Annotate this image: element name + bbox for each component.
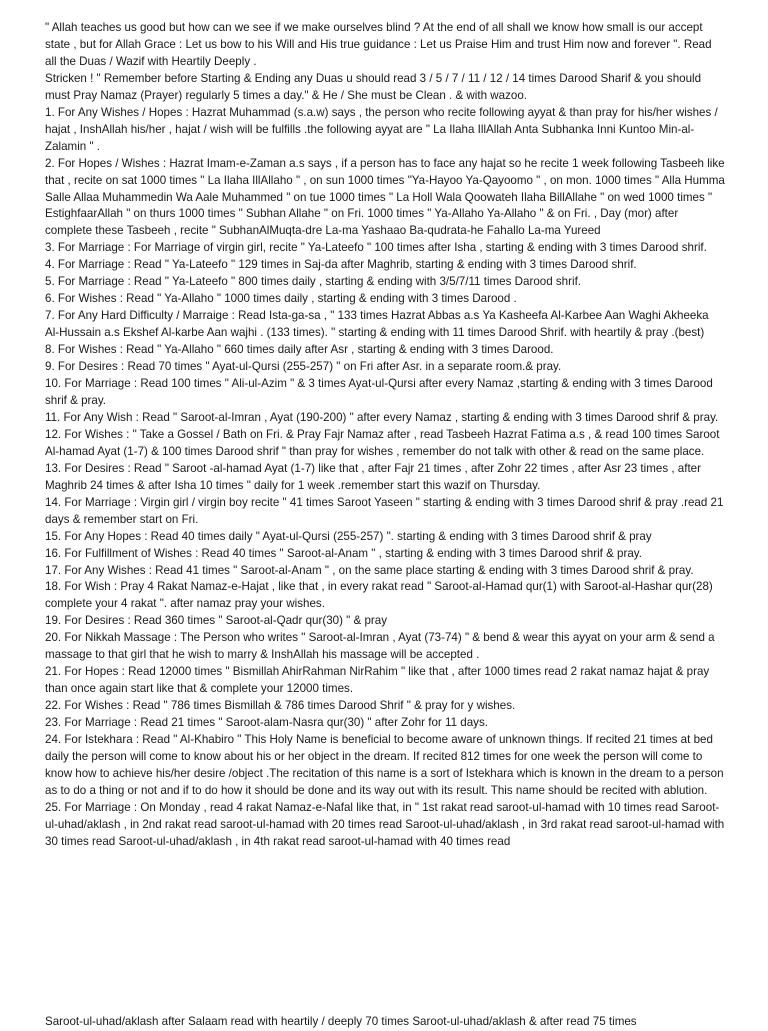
list-item: 5. For Marriage : Read " Ya-Lateefo " 800 times daily , starting & ending with 3/5/7/11 times Darood shrif. — [45, 275, 582, 289]
list-item: 10. For Marriage : Read 100 times " Ali-ul-Azim " & 3 times Ayat-ul-Qursi after every Namaz ,starting & ending with 3 times Darood shrif & pray. — [45, 377, 713, 407]
list-item: 16. For Fulfillment of Wishes : Read 40 times " Saroot-al-Anam " , starting & ending with 3 times Darood shrif & pray. — [45, 546, 642, 560]
intro-paragraph: Stricken ! " Remember before Starting & Ending any Duas u should read 3 / 5 / 7 / 11 / 12 / 14 times Darood Sharif & you should must Pray Namaz (Prayer) regularly 5 times a day." & He / She must be Clean . & with wazoo. — [45, 71, 702, 102]
list-item: 23. For Marriage : Read 21 times " Saroot-alam-Nasra qur(30) " after Zohr for 11 days. — [45, 716, 488, 730]
list-item: 3. For Marriage : For Marriage of virgin girl, recite " Ya-Lateefo " 100 times after Isha , starting & ending with 3 times Darood shrif. — [45, 241, 707, 255]
intro-paragraph: " Allah teaches us good but how can we see if we make ourselves blind ? At the end of all shall we know how small is our accept state , but for Allah Grace : Let us bow to his Will and His true guidance : Let us Praise Him and trust Him now and forever ". Read all the Duas / Wazif with Heartily Deeply . — [45, 21, 712, 68]
list-item: 8. For Wishes : Read " Ya-Allaho " 660 times daily after Asr , starting & ending with 3 times Darood. — [45, 343, 554, 357]
list-item: 15. For Any Hopes : Read 40 times daily " Ayat-ul-Qursi (255-257) ". starting & ending with 3 times Darood shrif & pray — [45, 529, 652, 543]
list-item: 2. For Hopes / Wishes : Hazrat Imam-e-Zaman a.s says , if a person has to face any hajat so he recite 1 week following Tasbeeh like that , recite on sat 1000 times " La Ilaha IllAllaho " , on sun 1000 times "Ya-Hayoo Ya-Qayoomo " , on mon. 1000 times " Alla Humma Salle Allaa Muhammedin Wa Aale Muhammed " on tue 1000 times " La Holl Wala Qoowateh Ilaha BillAllahe " on wed 1000 times " EstighfaarAllah " on thurs 1000 times " Subhan Allahe " on Fri. 1000 times " Ya-Allaho Ya-Allaho " & on Fri. , Day (mor) after complete these Tasbeeh , recite " SubhanAlMuqta-dre La-ma Yashaao Ba-qudrata-he Fahallo La-ma Yureed — [45, 156, 725, 238]
list-item: 1. For Any Wishes / Hopes : Hazrat Muhammad (s.a.w) says , the person who recite following ayyat & than pray for his/her wishes / hajat , InshAllah his/her , hajat / wish will be fulfills .the following ayyat are " La Ilaha IllAllah Anta Subhanka Inni Kuntoo Min-al-Zalamin " . — [45, 105, 718, 153]
cut-off-line: Saroot-ul-uhad/aklash after Salaam read with heartily / deeply 70 times Saroot-ul-uhad/aklash & after read 75 times — [45, 1015, 637, 1028]
list-item: 13. For Desires : Read " Saroot -al-hamad Ayat (1-7) like that , after Fajr 21 times , after Zohr 22 times , after Asr 23 times , after Maghrib 24 times & after Isha 10 times " daily for 1 week .remember start this wazif on Thursday. — [45, 461, 701, 492]
list-item: 18. For Wish : Pray 4 Rakat Namaz-e-Hajat , like that , in every rakat read " Saroot-al-Hamad qur(1) with Saroot-al-Hashar qur(28) complete your 4 rakat ". after namaz pray your wishes. — [45, 580, 713, 611]
list-item: 17. For Any Wishes : Read 41 times " Saroot-al-Anam " , on the same place starting & ending with 3 times Darood shrif & pray. — [45, 563, 694, 577]
list-item: 4. For Marriage : Read " Ya-Lateefo " 129 times in Saj-da after Maghrib, starting & ending with 3 times Darood shrif. — [45, 258, 637, 272]
list-item: 22. For Wishes : Read " 786 times Bismillah & 786 times Darood Shrif " & pray for y wishes. — [45, 699, 516, 713]
list-item: 9. For Desires : Read 70 times " Ayat-ul-Qursi (255-257) " on Fri after Asr. in a separate room.& pray. — [45, 360, 562, 374]
list-item: 12. For Wishes : " Take a Gossel / Bath on Fri. & Pray Fajr Namaz after , read Tasbeeh Hazrat Fatima a.s , & read 100 times Saroot Al-hamad Ayat (1-7) & 100 times Darood shrif " than pray for wishes , remember do not talk with other & read on the same place. — [45, 427, 720, 458]
document-body — [45, 20, 725, 851]
list-item: 24. For Istekhara : Read " Al-Khabiro " This Holy Name is beneficial to become aware of unknown things. If recited 21 times at bed daily the person will come to know about his or her object in the dream. If recited 812 times for one week the person will come to know how to achieve his/her desire /object .The recitation of this name is a sort of Istekhara which is known in the dream to a person as to do a thing or not and if to do how it should be done and its way out with its result. This name should be recited with ablution. — [45, 733, 724, 797]
list-item: 14. For Marriage : Virgin girl / virgin boy recite " 41 times Saroot Yaseen " starting & ending with 3 times Darood shrif & pray .read 21 days & remember start on Fri. — [45, 495, 724, 526]
wazif-list — [45, 105, 725, 851]
list-item: 19. For Desires : Read 360 times " Saroot-al-Qadr qur(30) " & pray — [45, 614, 388, 628]
intro-section — [45, 20, 725, 105]
list-item: 11. For Any Wish : Read " Saroot-al-Imran , Ayat (190-200) " after every Namaz , starting & ending with 3 times Darood shrif & pray. — [45, 410, 719, 424]
list-item: 7. For Any Hard Difficulty / Marraige : Read Ista-ga-sa , " 133 times Hazrat Abbas a.s Ya Kasheefa Al-Karbee Aan Waghi Akheeka Al-Hussain a.s Ekshef Al-karbe Aan wajhi . (133 times). " starting & ending with 11 times Darood Shrif. with heartily & pray .(best) — [45, 309, 709, 340]
list-item: 25. For Marriage : On Monday , read 4 rakat Namaz-e-Nafal like that, in " 1st rakat read saroot-ul-hamad with 10 times read Saroot-ul-uhad/aklash , in 2nd rakat read saroot-ul-hamad with 20 times read Saroot-ul-uhad/aklash , in 3rd rakat read saroot-ul-hamad with 30 times read Saroot-ul-uhad/aklash , in 4th rakat read saroot-ul-hamad with 40 times read — [45, 800, 725, 848]
list-item: 21. For Hopes : Read 12000 times " Bismillah AhirRahman NirRahim " like that , after 1000 times read 2 rakat namaz hajat & pray than once again start like that & complete your 12000 times. — [45, 665, 710, 696]
list-item: 6. For Wishes : Read " Ya-Allaho " 1000 times daily , starting & ending with 3 times Darood . — [45, 292, 517, 306]
list-item: 20. For Nikkah Massage : The Person who writes " Saroot-al-Imran , Ayat (73-74) " & bend & wear this ayyat on your arm & send a massage to that girl that he wish to marry & InshAllah his massage will be accepted . — [45, 631, 715, 662]
